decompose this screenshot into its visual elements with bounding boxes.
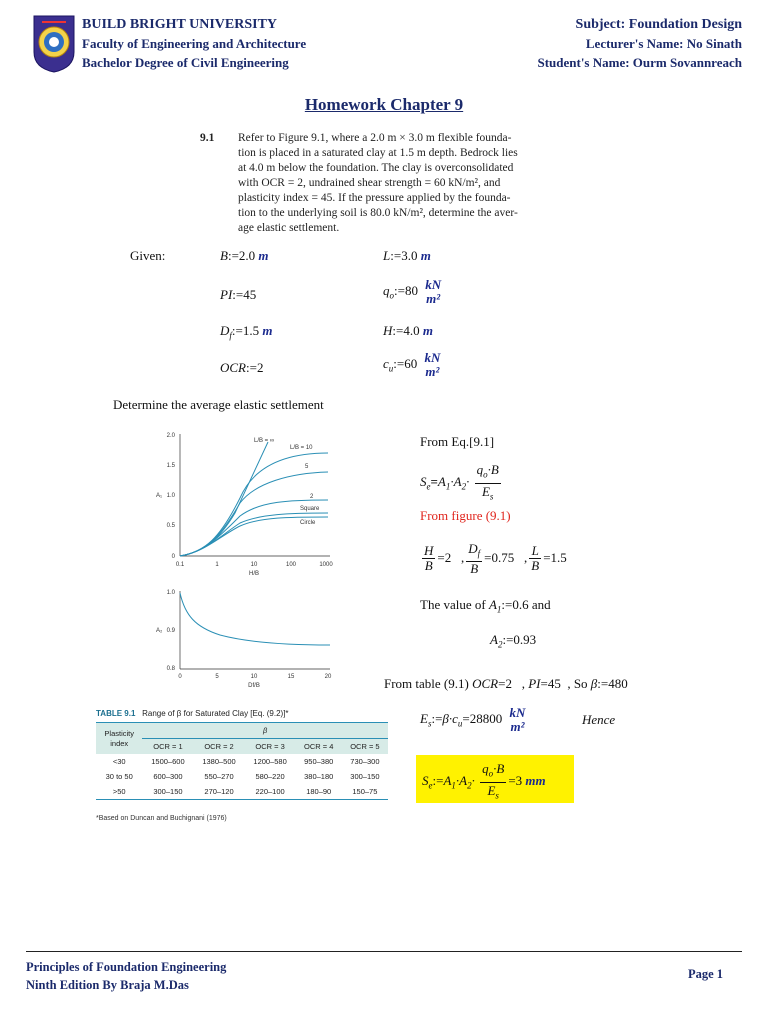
- svg-text:1: 1: [215, 562, 219, 568]
- ratio-equations: $\frac{H}{B}$ =2 , $\frac{D_f}{B}$ =0.75 , $\frac{L}{B}$ =1.5: [424, 541, 567, 576]
- from-figure-label: From figure (9.1): [420, 508, 511, 523]
- svg-text:5: 5: [215, 674, 219, 680]
- footer-divider: [26, 951, 742, 952]
- se-equation: $S_e=A_1\cdot A_2\cdot$ $\frac{q_o\cdot B}{E_s}$: [420, 462, 503, 504]
- svg-text:L/B = 10: L/B = 10: [290, 445, 313, 451]
- footer-book-title: Principles of Foundation Engineering: [26, 960, 227, 974]
- table-footnote: *Based on Duncan and Buchignani (1976): [96, 815, 227, 822]
- svg-text:2: 2: [310, 494, 314, 500]
- svg-text:2.0: 2.0: [166, 433, 175, 439]
- given-qo: $q_o:=80$ kN m²: [383, 277, 442, 306]
- given-PI: PI:=45: [220, 287, 257, 302]
- given-cu: $c_u:=60$ kN m²: [383, 350, 441, 379]
- svg-text:0.9: 0.9: [166, 628, 175, 634]
- beta-table: Plasticity index β OCR = 1 OCR = 2 OCR = 3 OCR = 4 OCR = 5 <30 1500–600 1380–500 1200–580 950–380 730–300 30 to 50 600–300 550–270 580–220 380–180 300–150 >50 300–150 270–120 220–100 180–90 150–75: [96, 722, 388, 800]
- lecturer-line: Lecturer's Name: No Sinath: [585, 36, 742, 51]
- figure-a1-chart: [150, 428, 350, 578]
- university-name: BUILD BRIGHT UNIVERSITY: [82, 17, 278, 32]
- svg-text:0: 0: [171, 554, 175, 560]
- table-caption: TABLE 9.1 Range of β for Saturated Clay [Eq. (9.2)]*: [96, 709, 289, 718]
- svg-text:1000: 1000: [319, 562, 333, 568]
- given-L: L:=3.0 m: [383, 248, 431, 263]
- table-row: <30 1500–600 1380–500 1200–580 950–380 730–300: [112, 757, 380, 766]
- svg-text:15: 15: [287, 674, 295, 680]
- svg-text:1.0: 1.0: [166, 590, 175, 596]
- a2-line: $A_2:=0.93$: [490, 632, 537, 650]
- university-logo: [32, 14, 76, 74]
- task-text: Determine the average elastic settlement: [113, 397, 324, 412]
- problem-statement: Refer to Figure 9.1, where a 2.0 m × 3.0 m flexible founda- tion is placed in a saturated clay at 1.5 m depth. Bedrock lies at 4.0 m below the foundation. The clay is overconsolidated with OCR = 2, undrained shear strength = 60 kN/m², and plasticity index = 45. If the pressure applied by the founda- tion to the underlying soil is 80.0 kN/m², determine the aver- age elastic settlement.: [238, 132, 518, 234]
- svg-text:0.5: 0.5: [166, 523, 175, 529]
- faculty-name: Faculty of Engineering and Architecture: [82, 36, 307, 51]
- a1-line: The value of $A_1:=0.6$ and: [420, 597, 551, 615]
- given-label: Given:: [130, 248, 166, 263]
- svg-text:1.5: 1.5: [166, 463, 175, 469]
- from-eq-label: From Eq.[9.1]: [420, 434, 495, 449]
- given-OCR: OCR:=2: [220, 360, 264, 375]
- svg-text:H/B: H/B: [248, 571, 260, 577]
- table-row: >50 300–150 270–120 220–100 180–90 150–75: [112, 787, 378, 796]
- svg-text:A₁: A₁: [156, 493, 163, 499]
- svg-text:100: 100: [285, 562, 297, 568]
- result-highlight: $S_e:=A_1\cdot A_2\cdot$ $\frac{q_o\cdot B}{E_s}$ =3 mm: [416, 755, 574, 803]
- page-title: Homework Chapter 9: [304, 95, 464, 114]
- svg-text:Circle: Circle: [300, 520, 316, 526]
- given-H: H:=4.0 m: [383, 323, 433, 338]
- hence-label: Hence: [582, 712, 616, 727]
- figure-a2-chart: [150, 585, 350, 695]
- svg-text:5: 5: [305, 464, 309, 470]
- problem-number: 9.1: [200, 132, 215, 144]
- svg-text:Square: Square: [300, 506, 320, 512]
- svg-text:L/B = ∞: L/B = ∞: [254, 438, 275, 444]
- given-B: B:=2.0 m: [220, 248, 269, 263]
- given-Df: $D_f:=1.5$ m: [220, 323, 273, 341]
- svg-text:0.1: 0.1: [175, 562, 185, 568]
- table-row: 30 to 50 600–300 550–270 580–220 380–180 300–150: [105, 772, 380, 781]
- beta-line: From table (9.1) OCR=2 , PI=45 , So β:=480: [384, 676, 628, 691]
- svg-text:10: 10: [250, 562, 258, 568]
- page-number: Page 1: [687, 967, 723, 981]
- footer-book-edition: Ninth Edition By Braja M.Das: [26, 978, 189, 992]
- svg-text:1.0: 1.0: [166, 493, 175, 499]
- es-equation: $E_s:=\beta\cdot c_u=28800$ kN m²: [420, 705, 526, 734]
- svg-text:10: 10: [250, 674, 258, 680]
- svg-text:Df/B: Df/B: [248, 683, 260, 689]
- subject-line: Subject: Foundation Design: [575, 17, 742, 32]
- svg-text:A₂: A₂: [156, 628, 163, 634]
- degree-name: Bachelor Degree of Civil Engineering: [82, 55, 289, 70]
- svg-text:0.8: 0.8: [166, 666, 175, 672]
- svg-text:20: 20: [324, 674, 332, 680]
- student-line: Student's Name: Ourm Sovannreach: [537, 55, 742, 70]
- svg-text:0: 0: [178, 674, 182, 680]
